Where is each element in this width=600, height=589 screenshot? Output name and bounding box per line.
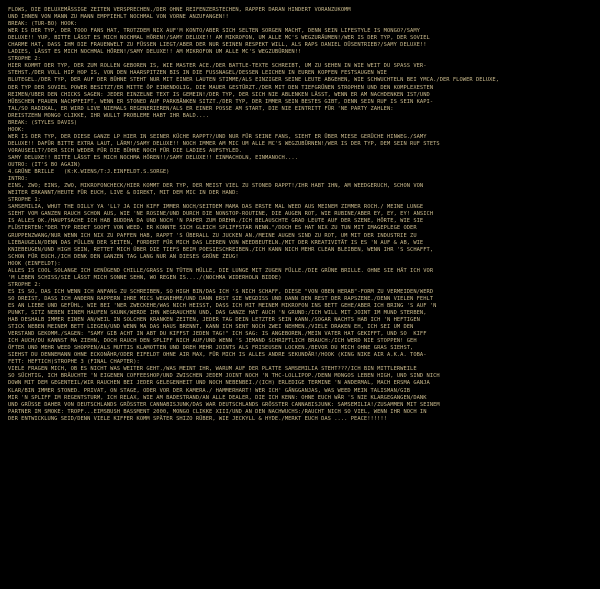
lyrics-line: FLOWS, DIE DELUXEMÄSSIGE ZEITEN VERSPRECHEN./DER OHNE REIFENZERSTECHEN, RAPPER DARAN HINDERT VORANZUKOMM	[8, 7, 351, 13]
lyrics-line: MIR 'N SPLIFF IM REGENTSTURM, ICH RELAX, WIE AM BADESTRAND/AN ALLE DEALER, DIE ICH KENN: OHNE EUCH WÄR 'S NIE KLARGEGANGEN/DANK	[8, 394, 427, 401]
lyrics-line: TAL/SO RADIKAL, ER WIRD LIVE NIEMALS REGENERIEREN/ALS ER EINER POSSE AM START, DIE NIE EINTRITT FÜR 'NE PARTY ZAHLEN:	[8, 105, 394, 112]
lyrics-line: OUTRO: (IT'S BO AGAIN)	[8, 162, 81, 169]
lyrics-line: REIMEN/UBER DEN CHICKS SAGEN: JEDER EINZELNE TEXT IS GEMEIN!/DER TYP, DER SICH NIE ABLENKEN LÄSST, WENN ER AM NACHDENKEN IST/UND	[8, 91, 430, 98]
lyrics-line: VIELE FRAGEN MICH, OB ES NICHT WAS WEITER GEHT./WAS MEINT IHR, WARUM AUF DER PLATTE SAMSEMILIA STEHT???/ICH BIN MITTLERWEILE	[8, 366, 417, 373]
lyrics-line: FETT: HEFTICH)STROPHE 3 (FINAL CHAPTER):	[8, 359, 140, 366]
lyrics-line: SAMSEMILIA, WHUT THE DILLY YA 'LL? JA ICH KIFF IMMER NOCH/SEITDEM MAMA DAS ERSTE MAL WEED AUS MEINEM ZIMMER ROCH./ MEINE LUNGE	[8, 204, 424, 211]
lyrics-line: LADIES, LÄSST ES MICH NOCHMAL HÖREN!/SAMY DELUXE!! AM MIKROFON UM ALLE MC'S WEGZUBÜRNEN!!	[8, 49, 302, 56]
lyrics-line: DELUXE!! YUP, BITTE LÄSST ES MICH NOCHMAL HÖREN!/SAMY DELUXE!! AM MIKROFON, UM ALLE MC'S WEGZURÄUMEN!/WER IS DER TYP, DER SOVIEL	[8, 35, 430, 42]
lyrics-line: UND GRÜSSE DAHER VON DEUTSCHLANDS GRÖSSTER CANNABISJUNK/DAS WAR DEUTSCHLANDS GRÖSSTER CANNABISJUNK: SAMSEMILIA!/ZUSAMMEN MIT SEINEM	[8, 401, 440, 408]
lyrics-line: SCHON FÜR EUCH./ICH DENK DEN GANZEN TAG LANG NUR AN DIESES GRÜNE ZEUG!	[8, 253, 239, 260]
lyrics-line: GRUPPENZWANG/NUR WENN ICH NIX ZU PAFFEN HAB, RAPPT 'S ÜBERALL ZU JUCKEN AN./MEINE AUGEN SIND ZU ROT, UM MIT DER INDUSTRIE ZU	[8, 232, 417, 239]
lyrics-line: ES AN LIEBE UND GEFÜHL, WIE BEI 'NER ZWECKEHE/WAS NICH HEISST, DASS ICH MIT MEINEM MIKROFON INS BETT GEHE/ABER ICH BRING 'S AUF 'N	[8, 302, 437, 309]
lyrics-line: PUNKT, SITZ NEBEN EINEM HAUFEN SKUNK/WERDE IHN WEGRAUCHEN UND, DAS GANZE HAT AUCH 'N GRUND:/ICH WILL MIT JOINT IM MUND STERBEN,	[8, 310, 427, 317]
lyrics-line: SAMY DELUXE!! BITTE LÄSST ES MICH NOCHMA HÖREN!!/SAMY DELUXE!! EINMACHOLN, EINMANOCH....	[8, 154, 298, 161]
lyrics-line: INTRO:	[8, 176, 28, 183]
lyrics-line: WEITER ERKANNT/HEUTE FÜR EUCH, LIVE & DIREKT, MIT DEM MIC IN DER HAND:	[8, 190, 239, 197]
lyrics-line: ÖFTER UND MEHR WEED SHOPPEN/ALS MUTTIS KLAMOTTEN UND DREH MEHR JOINTS ALS FRISEUSEN LOCKEN./BEVOR DU MICH OHNE GRAS SIEHST,	[8, 345, 414, 352]
lyrics-line: UND IHNEN VON MANN ZU MANN EMPFIEHLT NOCHMAL VON VORNE ANZUFANGEN!!	[8, 14, 229, 21]
lyrics-line: BREAK: (STYLES DAVIS)	[8, 119, 78, 126]
lyrics-line: SO DREIST, DASS ICH ANDERN RAPPERN IHRE MICS WEGNEHME/UND DANN ERST SIE WEGDISS UND DANN DEN REST DER RAPSZENE./DENN VIELEN FEHLT	[8, 295, 434, 302]
lyrics-line: HÜBSCHEN FRAUEN NACHPFEIFT, WENN ER STONED AUF PARKBÄNKEN SITZT./DER TYP, DER IMMER SEIN BESTES GIBT, DENN SEIN RUF IS SEIN KAPI-	[8, 98, 434, 105]
lyrics-line: DER TYP DER SOVIEL POWER BESITZT/ER MITTE ÖP EINENDOLIG, DIE MAUER GESTÜRZT./DER MIT DEN TIEFGRÜNEN STROPHEN UND DEN KOMPLEXESTEN	[8, 84, 434, 91]
lyrics-line: STROPHE 2:	[8, 56, 41, 63]
lyrics-line: SO SÜCHTIG, ICH BRÄUCHTE 'N EIGENEN COFFEESHOP/UND ZWISCHEN JEDEM JOINT NOCH 'N THC-LOLLIPOP./DENN MONGOS LEBEN HIGH, UND SIND NICH	[8, 373, 440, 380]
lyrics-line: DELUXE!! DAFÜR BITTE EXTRA LAUT, LÄRM!/SAMY DELUXE!! NOCH IMMER AM MIC UM ALLE MC'S WEGZUBÜRNEN!/WER IS DER TYP, DEM SEIN RUF STETS	[8, 140, 440, 147]
lyrics-line: BLUTEGEL./DER TYP, DER AUF DER BÜHNE STEHT NUR MIT EINER LAUTEN STIMME/ALS EINZIGER SEINE LEUTE ABGEHEN, WIE SCHWUCHTELN BEI YMCA./DER FLOWER DELUXE,	[8, 77, 500, 84]
lyrics-line: HOOK:	[8, 126, 25, 133]
lyrics-line: HIER KOMMT DER TYP, DER ZUM ROLLEN GEBOREN IS, WIE MASTER ACE./DER BATTLE-TEXTE SCHREIBT, UM ZU SEHEN IN WIE WEIT DU SPASS VER-	[8, 63, 427, 70]
lyrics-line: 'M LEBEN SCHISS/SIE LÄSST MICH SONNE SEHN, WO REGEN IS..../(NOCHMA WIDERHOLN BIDDE)	[8, 274, 282, 281]
lyrics-line: CHARME HAT, DASS IHM DIE FRAUENWELT ZU FÜSSEN LIEGT/ABER DER NUR SEINEN RESPEKT WILL, ALS RAPS DANIEL DÜSENTRIEB?/SAMY DELUXE!!	[8, 42, 427, 49]
lyrics-line: STEHST./DER VOLL HIP HOP IS, VON DEN HAARSPITZEN BIS IN DIE FUSSNAGEL/DESSEN LEICHEN IN EUREN KOPFEN FESTSAUGEN WIE	[8, 70, 387, 77]
lyrics-line: BREAK: (TUR-BO) HOOK:	[8, 21, 78, 28]
lyrics-line: SIEHT VOM GANZEN RAUCH SCHON AUS, WIE 'NE ROSINE/UND DURCH DIE NONSTOP-ROUTINE, DIE AUGEN ROT, WIE RUBINE/ABER EY, EY, EY! ANSICH	[8, 211, 434, 218]
lyrics-line: VERSTAND GEKOMM./SAGEN: "SAMY GIB ACHT IN ABT DU KIFFST JEDEN TAG!" ICH SAG: IS ANGEBOREN./MEIN VATER HAT GEKIFFT, UND SO KIFF	[8, 331, 427, 338]
lyrics-line: LIEBAUGELN/DENN DAS FÜLLEN DER SEITEN, FORDERT FÜR MICH DAS LEEREN VON WEEDBEUTELN./MIT DER KREATIVITÄT IS ES 'N AUF & AB, WIE	[8, 239, 424, 246]
lyrics-line: ICH AUCH/DU KANNST MA ZIEHN, DOCH RAUCH DEN SPLIFF NICH AUF/UND WENN 'S JEMAND SCHRIFTLICH BRAUCH:/ICH WERD NIE STOPPEN! GEH	[8, 338, 417, 345]
lyrics-line: KNIEBEUGEN/UND HIGH SEIN, RETTET MICH ÜBER DIE TIEFS BEIM POESIESCHREIBEN./ICH KANN NICH MEHR CLEAN BLEIBEN, WENN IHR 'S SCHAFFT,	[8, 246, 434, 253]
lyrics-line: IS ALLES OK./HAUPTSACHE ICH HAB BUDDHA DA UND NOCH 'N PAPER ZUM DREHN./ICH BELAUSCHTE GRAD LEUTE AUF DER SZENE, HÖRTE, WIE SIE	[8, 218, 424, 225]
lyrics-line: DER ENTWICKLUNG SEID/DENN VIELE KIFFER KOMM SPÄTER SHIZO RÜBER, WIE JECKYLL & HYDE./MERKT EUCH DAS .... PEACE!!!!!!	[8, 415, 387, 422]
lyrics-line: STROPHE 2:	[8, 281, 41, 288]
lyrics-line: STROPHE 1:	[8, 197, 41, 204]
lyrics-line: EINS, ZWO; EINS, ZWO, MIKROFONCHECK/HIER KOMMT DER TYP, DER MEIST VIEL ZU STONED RAPPT!/IHR HABT IHN, AM WEEDGERUCH, SCHON VON	[8, 183, 424, 190]
lyrics-line: VORAUSEILT?/DER SICH WEDER FÜR DIE BÜHNE NOCH FÜR DIE LADIES AUFSTYLED.	[8, 147, 242, 154]
lyrics-line: WER IS DER TYP, DER DIESE GANZE LP HIER IN SEINER KÜCHE RAPPT?/UND NUR FÜR SEINE FANS, SIEHT ER ÜBER MIESE GERÜCHE HINWEG./SAMY	[8, 133, 427, 140]
lyrics-line: DREISTZEHN MONGO CLIKKE, IHR WULLT PROBLEME HABT IHR BALD....	[8, 112, 210, 119]
lyrics-line: ALLES IS COOL SOLANGE ICH GENÜGEND CHILLE/GRASS IN TÜTEN HÜLLE, DIE LUNGE MIT ZUGEN FÜLLE./DIE GRÜNE BRILLE. OHNE SIE HÄT ICH VOR	[8, 267, 434, 274]
lyrics-line: ES IS SO, DAS ICH WENN ICH ANFANG ZU SCHREIBEN, SO HIGH BIN/DAS ICH 'S NICH SCHAFF, DIESE "VON OBEN HERAB"-FORM ZU VERMEIDEN/WERD	[8, 288, 434, 295]
lyrics-text-body	[8, 7, 592, 423]
lyrics-line: WER IS DER TYP, DER TOOO FANS HAT, TROTZDEM NIX AUF'M KONTO/ABER SICH SELTEN SORGEN MACHT, DENN SEIN LIFESTYLE IS MONGO?/SAMY	[8, 28, 420, 35]
lyrics-line: HOOK (EINFELDT):	[8, 260, 61, 267]
lyrics-line: 4.GRÜNE BRILLE (K:K.WIENS/T:J.EINFELDT.S.SORGE)	[8, 169, 170, 176]
lyrics-line: HAB DESHALB IMMER EINEN AN/WEIL IN SOLCHEN KRANKEN ZEITEN, JEDER TAG DEIN LETZTER SEIN KANN./SOGAR NACHTS HAB ICH 'N HEFTIGEN	[8, 317, 420, 324]
lyrics-line: KLAR/BIN IMMER STONED. PRIVAT, ON STAGE, ODER VOR DER KAMERA./ HAMMERHART! WER ICH' GÄNGGANJAS, WAS WEED MEIN TALISMAN/GIB	[8, 387, 411, 394]
lyrics-line: SIEHST DU DENNEMANN OHNE ECKONÄHR/ODER EIFELDT OHNE AIR MAX, FÜR MICH IS ALLES ANDRE SEKUNDÄR!/HOOK (KING NIKE AIR A.K.A. TOBA-	[8, 352, 427, 359]
lyrics-line: STICK NEBEN MEINEM BETT LIEGEN/UND WENN MA DAS HAUS BRENNT, KANN ICH SENT NOCH ZWEI NEHMEN./VIELE DRAKEN EH, ICH SEI UM DEN	[8, 324, 414, 331]
lyrics-line: DOWN MIT DEM GEGENTEIL/WIR RAUCHEN BEI JEDER GELEGENHEIT UND NOCH NEBENBEI./(ICH) ERLEDIGE TERMINE 'N ANDERMAL, MACH ERSMA GANJA	[8, 380, 430, 387]
lyrics-line: PARTNER IM SMOKE: TROPF...EIMSBUSH BASSMENT 2000, MONGO CLIKKE XIII/UND AN DEN NACHWUCHS:/RAUCHT NICH SO VIEL, WENN IHR NOCH IN	[8, 408, 427, 415]
lyrics-line: FLÜSTERTEN:"DER TYP REDET SOOFT VON WEED, ER KONNTE SICH GLEICH SPLIFFSTAR NENN."/DOCH ES HAT NIX ZU TUN MIT IMAGEPLEGE ODER	[8, 225, 417, 232]
